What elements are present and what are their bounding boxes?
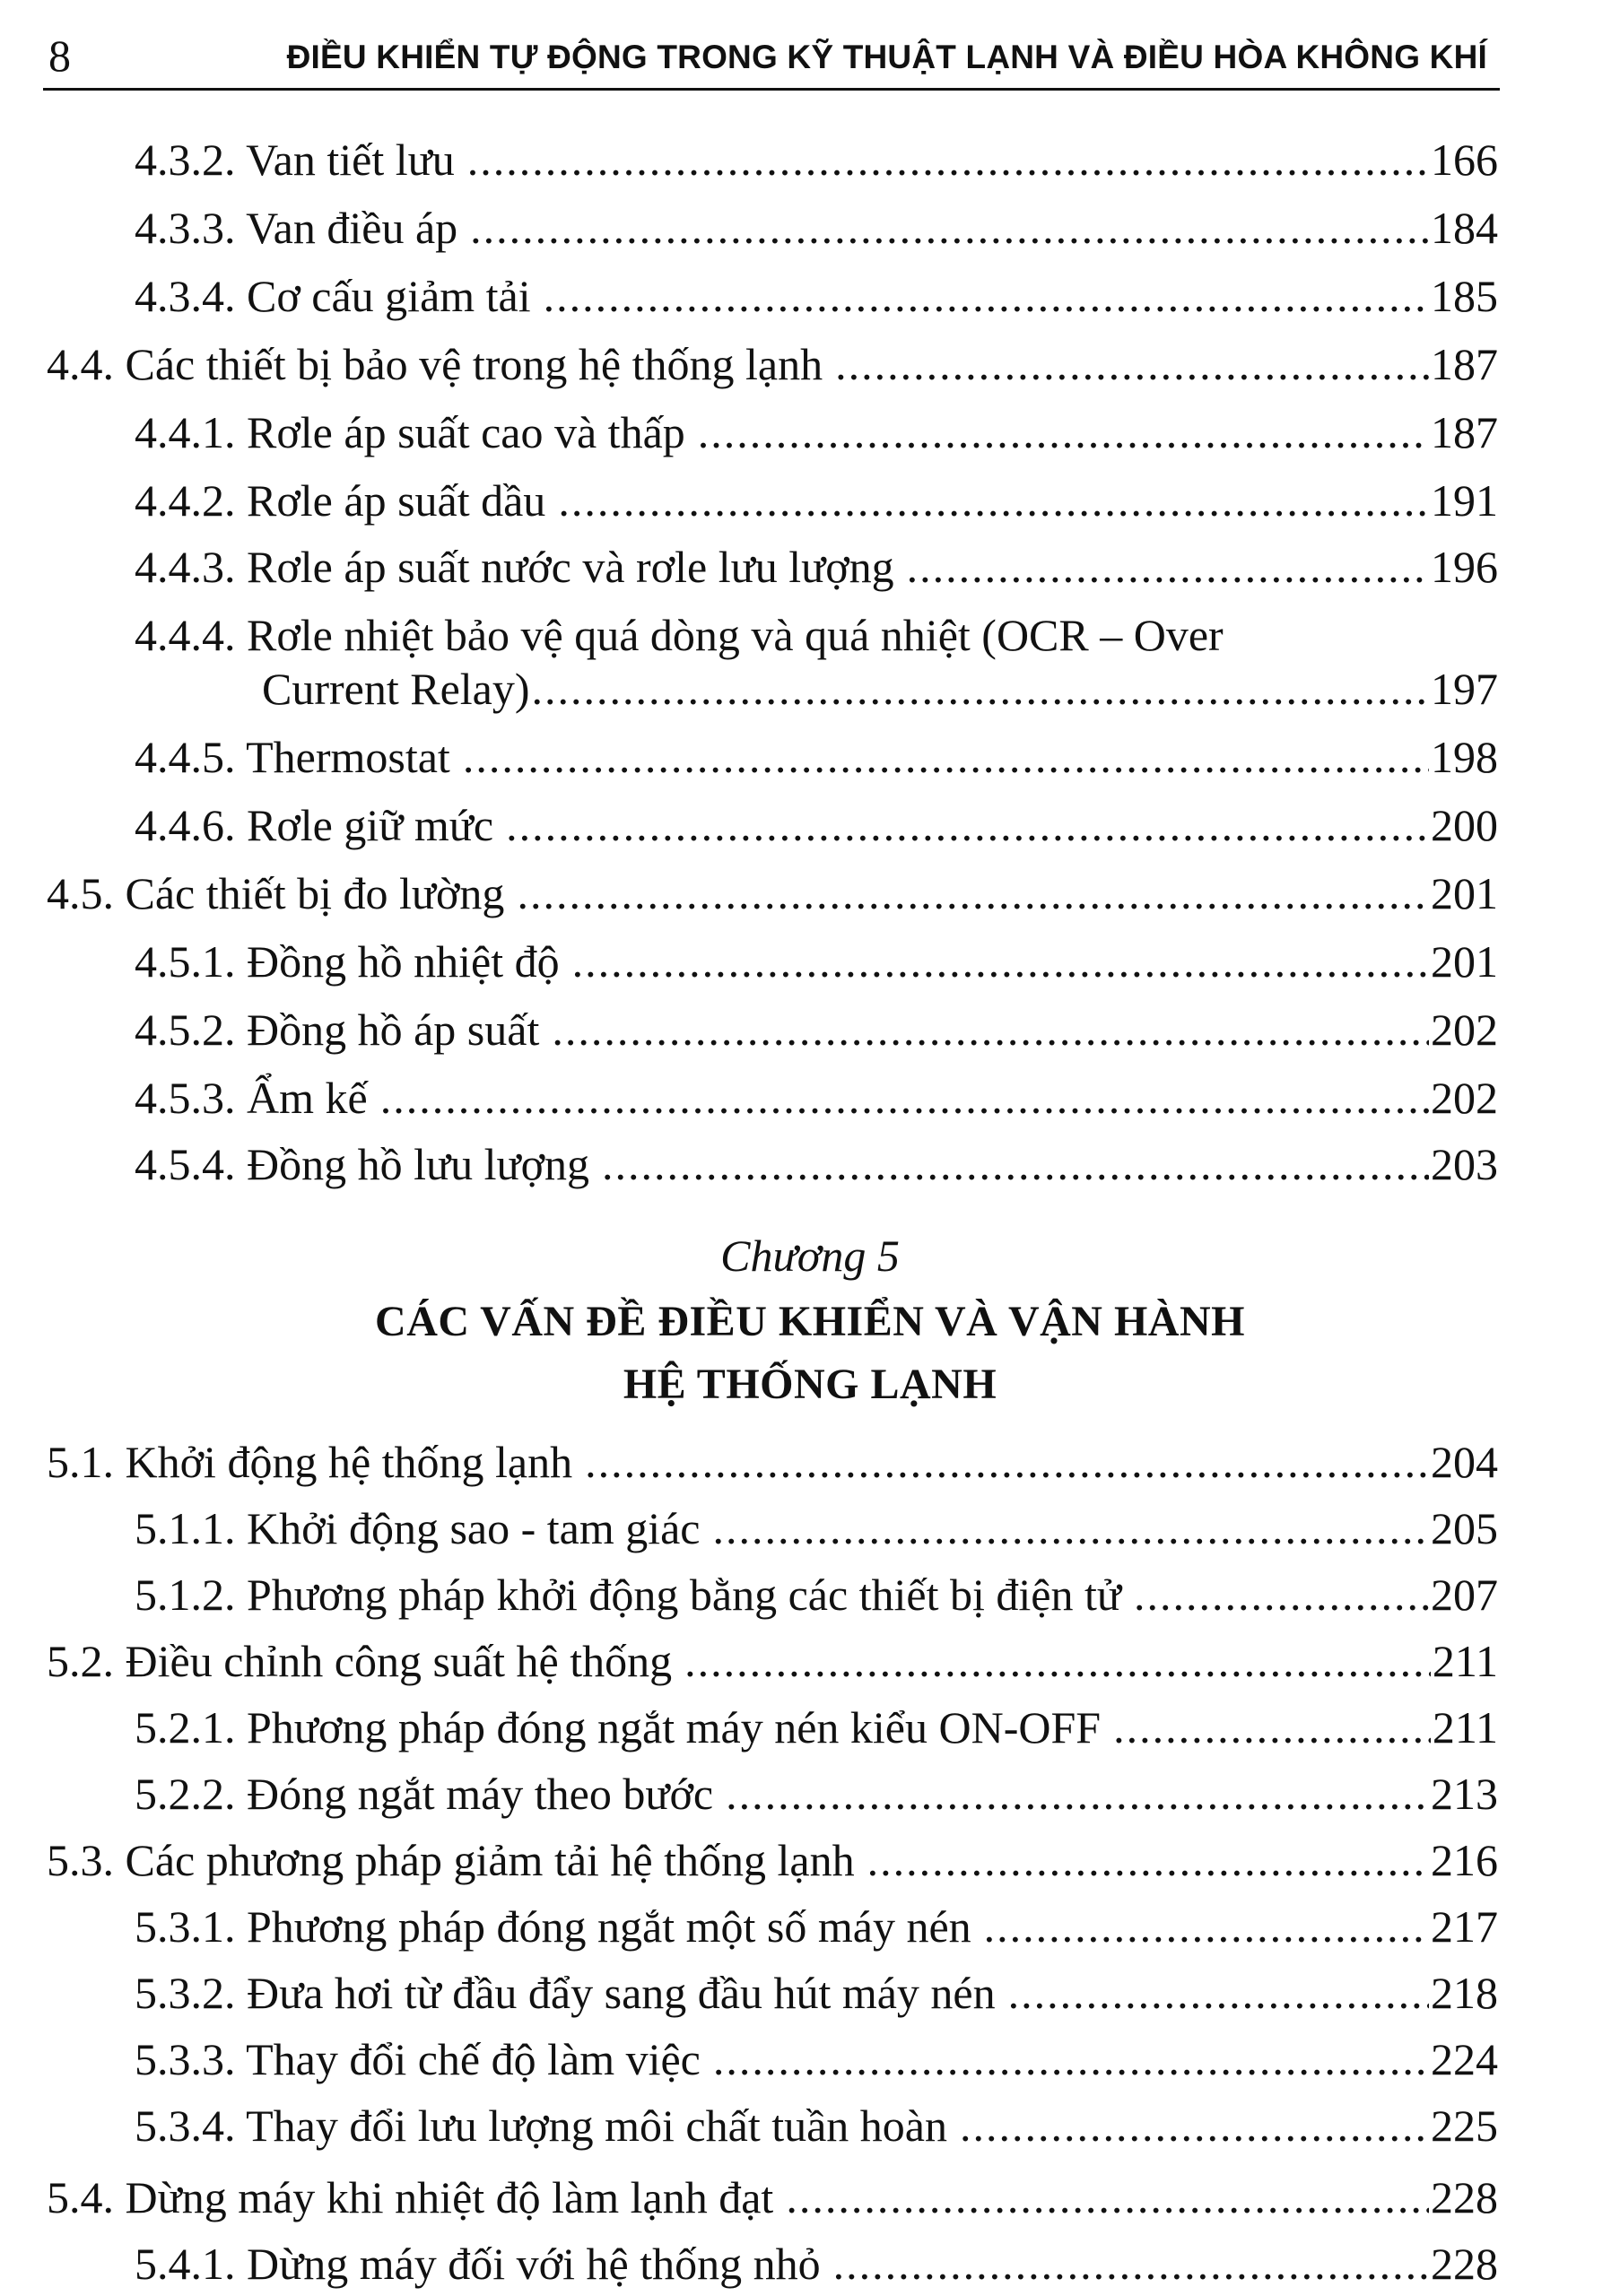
toc-entry-label: 5.4.1. Dừng máy đối với hệ thống nhỏ [135, 2239, 821, 2289]
toc-section[interactable] [47, 337, 1498, 391]
dot-leader [835, 337, 1429, 391]
dot-leader [833, 2237, 1429, 2291]
toc-entry-page: 202 [1431, 1004, 1498, 1055]
toc-entry[interactable] [135, 269, 1498, 323]
toc-section-page: 204 [1431, 1437, 1498, 1487]
toc-section[interactable] [47, 1634, 1498, 1688]
dot-leader [786, 2170, 1429, 2224]
toc-entry-page: 201 [1431, 936, 1498, 987]
toc-section-label: 5.4. Dừng máy khi nhiệt độ làm lạnh đạt [47, 2172, 774, 2222]
toc-entry-label: 4.4.3. Rơle áp suất nước và rơle lưu lượng [135, 542, 894, 592]
dot-leader [552, 1003, 1429, 1057]
toc-entry-label: 4.4.5. Thermostat [135, 732, 450, 782]
toc-entry-label: 5.1.2. Phương pháp khởi động bằng các thiết bị điện tử [135, 1570, 1121, 1620]
toc-entry-page: 224 [1431, 2034, 1498, 2084]
toc-entry-label: 4.5.3. Ẩm kế [135, 1073, 368, 1123]
toc-entry-page: 196 [1431, 542, 1498, 592]
toc-entry-wrapped-first-line[interactable]: 4.4.4. Rơle nhiệt bảo vệ quá dòng và quá nhiệt (OCR – Over [135, 610, 1224, 660]
toc-entry-page: 225 [1431, 2100, 1498, 2151]
dot-leader [1134, 1568, 1429, 1622]
toc-entry[interactable] [135, 1003, 1498, 1057]
dot-leader [558, 474, 1429, 527]
toc-entry-page: 207 [1431, 1570, 1498, 1620]
dot-leader [572, 935, 1429, 988]
toc-section-label: 5.1. Khởi động hệ thống lạnh [47, 1437, 573, 1487]
dot-leader [1113, 1700, 1431, 1754]
dot-leader [517, 866, 1429, 920]
dot-leader [984, 1900, 1429, 1953]
dot-leader [713, 2032, 1429, 2086]
dot-leader [726, 1767, 1429, 1821]
toc-entry-label: 4.5.4. Đồng hồ lưu lượng [135, 1139, 590, 1189]
toc-entry[interactable] [135, 474, 1498, 527]
toc-entry-label: 4.4.1. Rơle áp suất cao và thấp [135, 407, 685, 457]
dot-leader [380, 1071, 1429, 1125]
toc-entry[interactable] [135, 935, 1498, 988]
page-number: 8 [48, 30, 71, 81]
toc-entry-label: 4.4.6. Rơle giữ mức [135, 800, 494, 850]
toc-section[interactable] [47, 866, 1498, 920]
dot-leader [532, 662, 1429, 716]
dot-leader [960, 2099, 1429, 2152]
toc-entry[interactable] [135, 405, 1498, 459]
toc-section[interactable] [47, 1833, 1498, 1887]
chapter-title-line2: HỆ THỐNG LẠNH [623, 1361, 997, 1408]
toc-entry-label: 5.2.1. Phương pháp đóng ngắt máy nén kiểu ON-OFF [135, 1702, 1102, 1752]
toc-entry[interactable] [135, 2099, 1498, 2152]
dot-leader [467, 133, 1429, 187]
toc-entry-page: 198 [1431, 732, 1498, 782]
toc-entry[interactable] [135, 2237, 1498, 2291]
toc-entry-label: 5.3.2. Đưa hơi từ đầu đẩy sang đầu hút máy nén [135, 1968, 996, 2018]
toc-entry-page: 218 [1431, 1968, 1498, 2018]
toc-entry-page: 213 [1431, 1769, 1498, 1819]
toc-section[interactable] [47, 1435, 1498, 1489]
chapter-label: Chương 5 [720, 1231, 900, 1281]
dot-leader [684, 1634, 1431, 1688]
chapter-title-line1: CÁC VẤN ĐỀ ĐIỀU KHIỂN VÀ VẬN HÀNH [375, 1298, 1245, 1345]
dot-leader [1008, 1966, 1429, 2020]
toc-entry-label: 4.3.3. Van điều áp [135, 203, 458, 253]
dot-leader [602, 1137, 1429, 1191]
toc-entry-label: 5.1.1. Khởi động sao - tam giác [135, 1503, 701, 1553]
toc-section-label: 4.4. Các thiết bị bảo vệ trong hệ thống lạnh [47, 339, 823, 389]
toc-entry-page: 187 [1431, 407, 1498, 457]
dot-leader [544, 269, 1429, 323]
toc-entry[interactable] [135, 201, 1498, 255]
toc-entry-label: 4.4.2. Rơle áp suất dầu [135, 475, 546, 526]
toc-entry-page: 203 [1431, 1139, 1498, 1189]
toc-entry[interactable] [135, 1900, 1498, 1953]
toc-entry-label: 4.5.2. Đồng hồ áp suất [135, 1004, 540, 1055]
toc-entry[interactable] [135, 1137, 1498, 1191]
toc-entry-label: 5.3.1. Phương pháp đóng ngắt một số máy nén [135, 1901, 971, 1952]
toc-section-label: 5.3. Các phương pháp giảm tải hệ thống lạnh [47, 1835, 855, 1885]
dot-leader [470, 201, 1429, 255]
toc-entry-page: 205 [1431, 1503, 1498, 1553]
toc-section-page: 216 [1431, 1835, 1498, 1885]
dot-leader [698, 405, 1429, 459]
toc-entry[interactable] [135, 1767, 1498, 1821]
toc-entry-page: 166 [1431, 135, 1498, 185]
toc-entry[interactable] [135, 730, 1498, 784]
toc-entry-page: 211 [1432, 1702, 1498, 1752]
toc-entry-label: 4.5.1. Đồng hồ nhiệt độ [135, 936, 560, 987]
toc-entry[interactable] [135, 798, 1498, 852]
toc-section-page: 228 [1431, 2172, 1498, 2222]
toc-section[interactable] [47, 2170, 1498, 2224]
toc-entry[interactable] [135, 2032, 1498, 2086]
toc-section-page: 187 [1431, 339, 1498, 389]
toc-entry-page: 200 [1431, 800, 1498, 850]
toc-entry-page: 197 [1431, 664, 1498, 714]
toc-entry-page: 217 [1431, 1901, 1498, 1952]
running-title: ĐIỀU KHIỂN TỰ ĐỘNG TRONG KỸ THUẬT LẠNH VÀ ĐIỀU HÒA KHÔNG KHÍ [286, 39, 1487, 75]
toc-section-label: 5.2. Điều chỉnh công suất hệ thống [47, 1636, 673, 1686]
toc-entry[interactable] [135, 1700, 1498, 1754]
toc-entry-page: 228 [1431, 2239, 1498, 2289]
toc-entry-page: 185 [1431, 271, 1498, 321]
toc-section-label: 4.5. Các thiết bị đo lường [47, 868, 505, 918]
toc-entry[interactable] [135, 1501, 1498, 1555]
toc-entry-page: 191 [1431, 475, 1498, 526]
toc-entry[interactable] [135, 540, 1498, 594]
toc-entry-label: 4.3.4. Cơ cấu giảm tải [135, 271, 531, 321]
toc-entry-page: 184 [1431, 203, 1498, 253]
toc-entry-wrapped-continuation[interactable] [262, 662, 1498, 716]
toc-entry[interactable] [135, 1966, 1498, 2020]
dot-leader [867, 1833, 1429, 1887]
toc-entry[interactable] [135, 1071, 1498, 1125]
toc-entry[interactable] [135, 133, 1498, 187]
toc-entry-label: 5.3.3. Thay đổi chế độ làm việc [135, 2034, 701, 2084]
toc-entry-page: 202 [1431, 1073, 1498, 1123]
dot-leader [463, 730, 1429, 784]
dot-leader [907, 540, 1429, 594]
dot-leader [585, 1435, 1429, 1489]
toc-entry-label: Current Relay) [262, 664, 530, 714]
toc-entry-label: 4.3.2. Van tiết lưu [135, 135, 455, 185]
dot-leader [506, 798, 1429, 852]
toc-entry-label: 5.3.4. Thay đổi lưu lượng môi chất tuần hoàn [135, 2100, 947, 2151]
toc-entry-label: 5.2.2. Đóng ngắt máy theo bước [135, 1769, 714, 1819]
dot-leader [713, 1501, 1430, 1555]
toc-section-page: 201 [1431, 868, 1498, 918]
toc-section-page: 211 [1432, 1636, 1498, 1686]
toc-entry[interactable] [135, 1568, 1498, 1622]
